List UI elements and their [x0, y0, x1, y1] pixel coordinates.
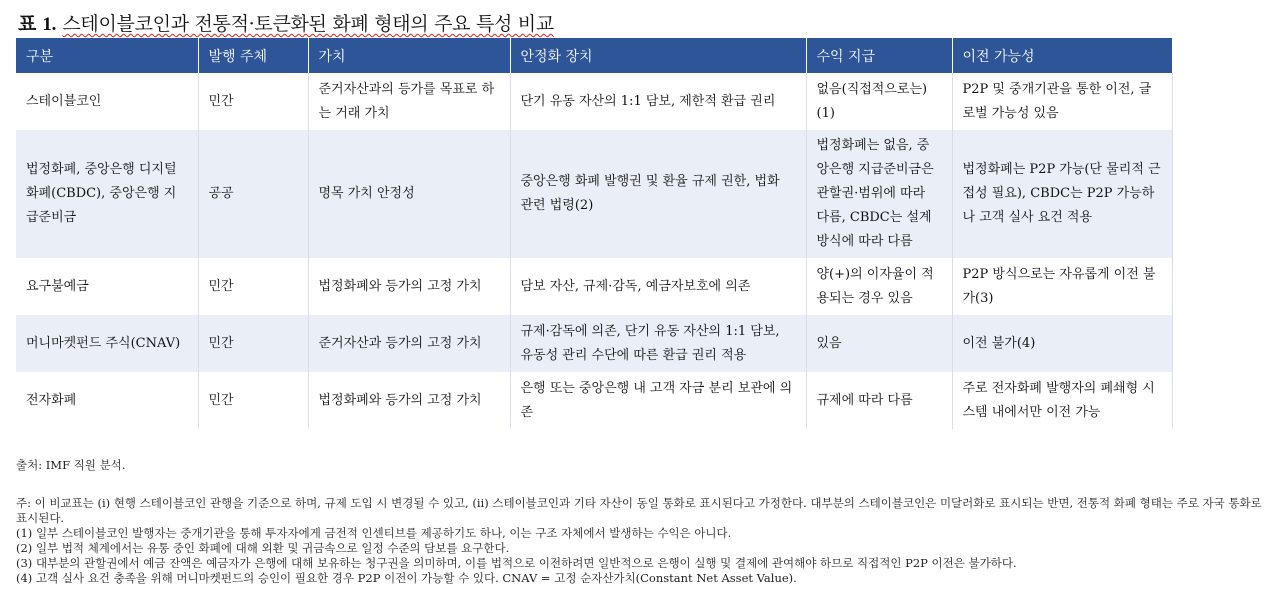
table-cell: 법정화폐와 등가의 고정 가치: [308, 372, 510, 429]
title-number: 1.: [42, 14, 57, 35]
table-cell: 스테이블코인: [16, 73, 198, 130]
footnote-2: (2) 일부 법적 체계에서는 유통 중인 화폐에 대해 외환 및 귀금속으로 일정 수준의 담보를 요구한다.: [16, 541, 510, 555]
table-cell: 민간: [198, 372, 308, 429]
table-cell: 전자화폐: [16, 372, 198, 429]
table-cell: 있음: [806, 315, 952, 372]
table-cell: 은행 또는 중앙은행 내 고객 자금 분리 보관에 의존: [510, 372, 806, 429]
table-row: [16, 73, 1172, 130]
table-cell: 준거자산과 등가의 고정 가치: [308, 315, 510, 372]
table-title: [18, 9, 554, 36]
table-cell: 민간: [198, 315, 308, 372]
comparison-table: [16, 38, 1173, 429]
table-row: [16, 372, 1172, 429]
table-cell: 법정화폐, 중앙은행 디지털화폐(CBDC), 중앙은행 지급준비금: [16, 130, 198, 258]
table-cell: P2P 및 중개기관을 통한 이전, 글로벌 가능성 있음: [952, 73, 1172, 130]
title-text: 스테이블코인과 전통적·토큰화된 화폐 형태의 주요 특성 비교: [62, 13, 554, 35]
table-cell: 양(+)의 이자율이 적용되는 경우 있음: [806, 258, 952, 315]
header-transferability: 이전 가능성: [952, 38, 1172, 73]
table-cell: 공공: [198, 130, 308, 258]
table-cell: 규제에 따라 다름: [806, 372, 952, 429]
table-cell: 규제·감독에 의존, 단기 유동 자산의 1:1 담보, 유동성 관리 수단에 따른 환급 권리 적용: [510, 315, 806, 372]
table-cell: 없음(직접적으로는)(1): [806, 73, 952, 130]
table-header-row: [16, 38, 1172, 73]
header-yield: 수익 지급: [806, 38, 952, 73]
footnote-1: (1) 일부 스테이블코인 발행자는 중개기관을 통해 투자자에게 금전적 인센티브를 제공하기도 하나, 이는 구조 자체에서 발생하는 수익은 아니다.: [16, 526, 732, 540]
table-row: [16, 315, 1172, 372]
table-cell: 머니마켓펀드 주식(CNAV): [16, 315, 198, 372]
header-stabilization: 안정화 장치: [510, 38, 806, 73]
table-cell: 명목 가치 안정성: [308, 130, 510, 258]
table-row: [16, 130, 1172, 258]
table-cell: 준거자산과의 등가를 목표로 하는 거래 가치: [308, 73, 510, 130]
table-cell: 법정화폐는 없음, 중앙은행 지급준비금은 관할권·범위에 따라 다름, CBDC는 설계 방식에 따라 다름: [806, 130, 952, 258]
table-cell: 이전 불가(4): [952, 315, 1172, 372]
header-issuer: 발행 주체: [198, 38, 308, 73]
header-category: 구분: [16, 38, 198, 73]
table-cell: P2P 방식으로는 자유롭게 이전 불가(3): [952, 258, 1172, 315]
note-main: 주: 이 비교표는 (i) 현행 스테이블코인 관행을 기준으로 하며, 규제 도입 시 변경될 수 있고, (ii) 스테이블코인과 기타 자산이 동일 통화로 표시된다고 가정한다. 대부분의 스테이블코인은 미달러화로 표시되는 반면, 전통적 화폐 형태는 주로 자국 통화로 표시된다.: [16, 496, 1262, 525]
table-cell: 민간: [198, 258, 308, 315]
title-prefix: 표: [18, 13, 37, 35]
table-cell: 법정화폐와 등가의 고정 가치: [308, 258, 510, 315]
table-cell: 요구불예금: [16, 258, 198, 315]
table-cell: 법정화폐는 P2P 가능(단 물리적 근접성 필요), CBDC는 P2P 가능하나 고객 실사 요건 적용: [952, 130, 1172, 258]
table-cell: 단기 유동 자산의 1:1 담보, 제한적 환급 권리: [510, 73, 806, 130]
footnote-4: (4) 고객 실사 요건 충족을 위해 머니마켓펀드의 승인이 필요한 경우 P2P 이전이 가능할 수 있다. CNAV = 고정 순자산가치(Constant Net Asset Value).: [16, 571, 797, 585]
table-cell: 담보 자산, 규제·감독, 예금자보호에 의존: [510, 258, 806, 315]
source-note: 출처: IMF 직원 분석.: [16, 458, 126, 472]
table-cell: 중앙은행 화폐 발행권 및 환율 규제 권한, 법화 관련 법령(2): [510, 130, 806, 258]
footnote-3: (3) 대부분의 관할권에서 예금 잔액은 예금자가 은행에 대해 보유하는 청구권을 의미하며, 이를 법적으로 이전하려면 일반적으로 은행이 실행 및 결제에 관여해야 하므로 직접적인 P2P 이전은 불가하다.: [16, 556, 1017, 570]
footnotes: [16, 496, 1272, 586]
table-cell: 주로 전자화폐 발행자의 폐쇄형 시스템 내에서만 이전 가능: [952, 372, 1172, 429]
table-cell: 민간: [198, 73, 308, 130]
table-row: [16, 258, 1172, 315]
header-value: 가치: [308, 38, 510, 73]
